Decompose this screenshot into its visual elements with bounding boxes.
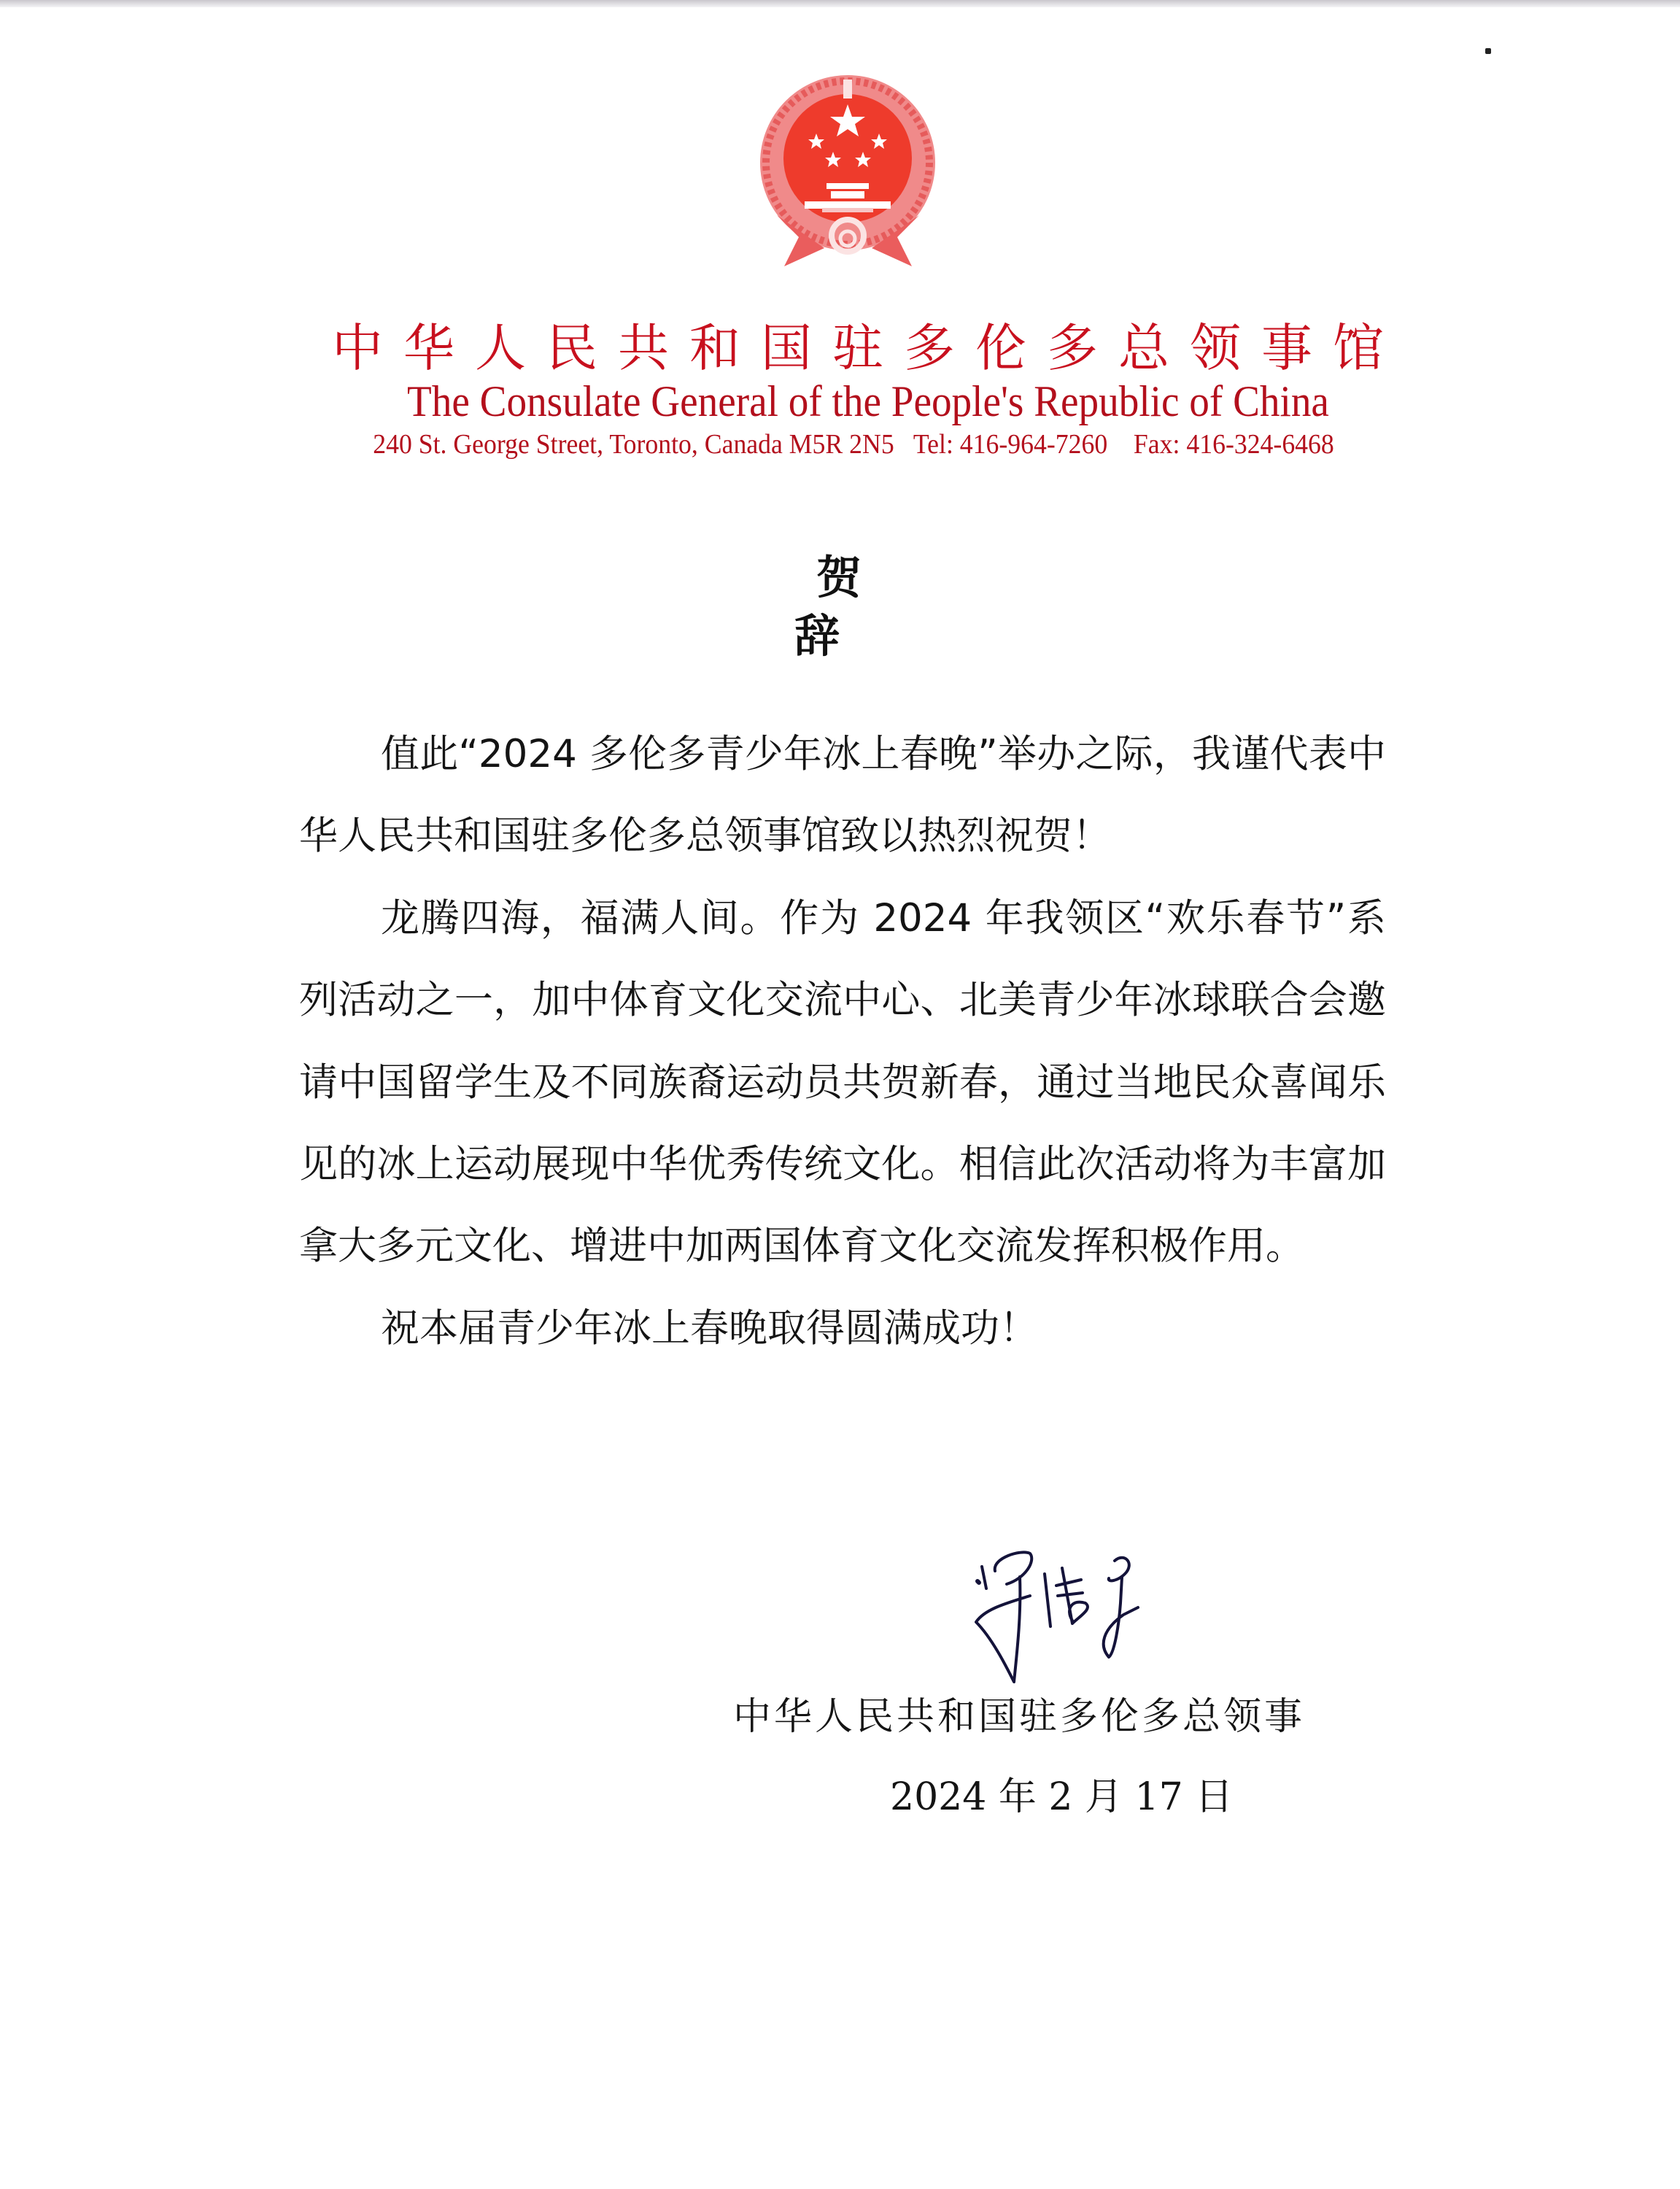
letter-date: 2024 年 2 月 17 日 bbox=[890, 1775, 1234, 1819]
paragraph-3: 祝本届青少年冰上春晚取得圆满成功！ bbox=[381, 1305, 1038, 1351]
paragraph-1: 值此“2024 多伦多青少年冰上春晚”举办之际，我谨代表中华人民共和国驻多伦多总领事馆致以热烈祝贺！ bbox=[299, 732, 1386, 859]
address: 240 St. George Street, Toronto, Canada M5R 2N5 bbox=[373, 429, 894, 460]
signatory-title: 中华人民共和国驻多伦多总领事 bbox=[733, 1695, 1306, 1739]
consulate-name-chinese: 中华人民共和国驻多伦多总领事馆 bbox=[332, 318, 1404, 378]
consulate-name-english: The Consulate General of the People's Republic of China bbox=[407, 377, 1329, 425]
letter-body bbox=[299, 714, 1386, 1370]
contact-line bbox=[298, 427, 1409, 462]
letter-title: 贺辞 bbox=[794, 551, 905, 663]
scan-edge-shadow bbox=[0, 0, 1680, 7]
paragraph-2: 龙腾四海，福满人间。作为 2024 年我领区“欢乐春节”系列活动之一，加中体育文化交流中心、北美青少年冰球联合会邀请中国留学生及不同族裔运动员共贺新春，通过当地民众喜闻乐见的冰上运动展现中华优秀传统文化。相信此次活动将为丰富加拿大多元文化、增进中加两国体育文化交流发挥积极作用。 bbox=[299, 895, 1386, 1269]
telephone: Tel: 416-964-7260 bbox=[913, 429, 1108, 460]
scan-speck bbox=[1485, 48, 1491, 54]
national-emblem-icon bbox=[755, 69, 941, 274]
fax: Fax: 416-324-6468 bbox=[1133, 429, 1334, 460]
handwritten-signature-icon bbox=[963, 1536, 1160, 1696]
